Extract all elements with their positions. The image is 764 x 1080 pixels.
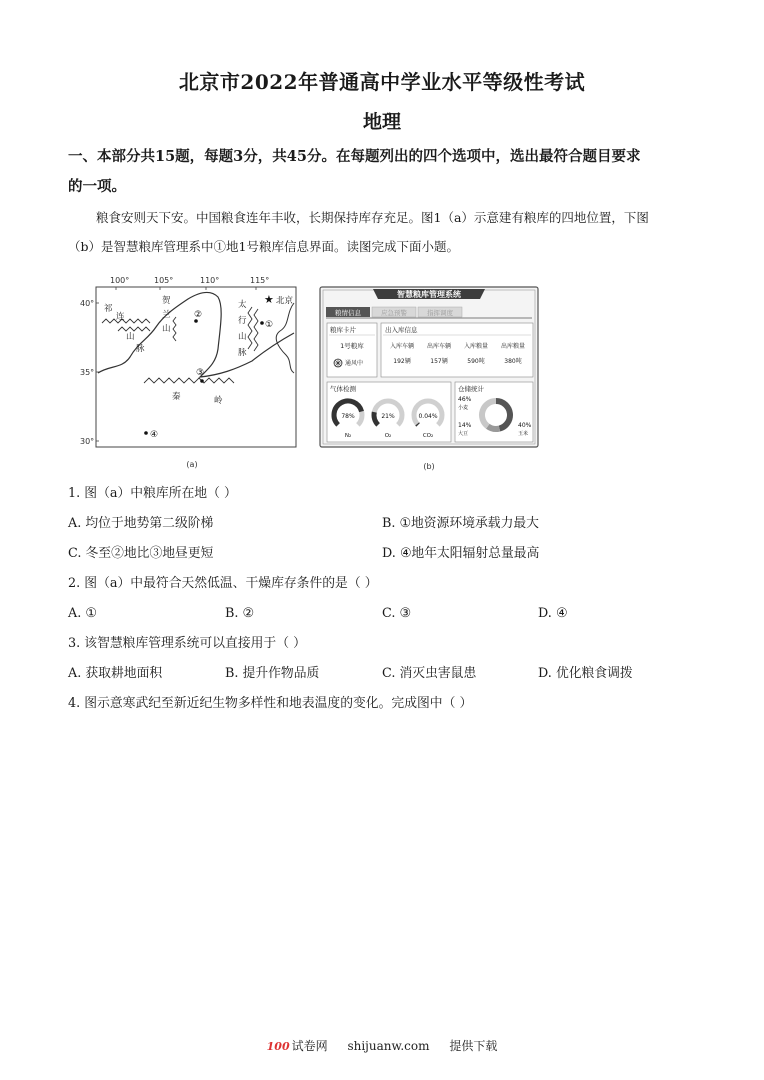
qilian-char: 祁	[104, 304, 113, 314]
io-header: 出库车辆	[426, 343, 452, 350]
helan-char: 兰	[162, 310, 171, 320]
io-header: 入库车辆	[389, 343, 415, 350]
lon-label: 110°	[200, 276, 220, 285]
storage-name-soybean: 大豆	[458, 431, 469, 437]
question-intro	[68, 203, 698, 261]
taihang-mountain-range	[248, 307, 258, 351]
qinling-mountain-range	[144, 378, 234, 383]
gauge-value-o2: 21%	[381, 413, 395, 420]
question-2-option-c[interactable]: C. ③	[382, 606, 411, 621]
site-marker-2: ②	[194, 310, 203, 320]
section-line-2: 的一项。	[68, 178, 126, 195]
section-line-1: 一、本部分共15题，每题3分，共45分。在每题列出的四个选项中，选出最符合题目要求	[68, 148, 641, 165]
site-name: 试卷网	[291, 1039, 328, 1053]
helan-label	[162, 295, 171, 334]
system-title: 智慧粮库管理系统	[397, 290, 461, 299]
site-dot	[200, 379, 204, 383]
qilian-char: 脉	[136, 344, 145, 354]
site-marker-1: ①	[265, 320, 274, 330]
lat-label: 40°	[80, 299, 95, 308]
figure-b-system-panel	[318, 285, 540, 475]
qinling-char: 秦	[172, 392, 181, 402]
site-dot	[144, 431, 148, 435]
footer-brand[interactable]	[267, 1039, 328, 1053]
question-2-stem: 2. 图（a）中最符合天然低温、干燥库存条件的是（ ）	[68, 576, 378, 591]
io-header: 入库粮量	[463, 343, 489, 350]
section-instructions	[68, 142, 698, 202]
question-3-option-a[interactable]: A. 获取耕地面积	[68, 666, 163, 681]
taihang-label	[238, 299, 247, 358]
beijing-label: 北京	[276, 296, 294, 306]
taihang-char: 脉	[238, 348, 247, 358]
question-3-option-b[interactable]: B. 提升作物品质	[225, 666, 320, 681]
io-value: 380吨	[504, 358, 522, 365]
taihang-char: 山	[238, 332, 247, 342]
helan-mountain-range	[173, 317, 176, 341]
qilian-char: 山	[126, 332, 135, 342]
storage-name-corn: 玉米	[518, 431, 529, 437]
helan-char: 贺	[162, 296, 171, 306]
gas-title: 气体检测	[330, 385, 356, 393]
question-2-option-d[interactable]: D. ④	[538, 606, 568, 621]
card-title: 粮库卡片	[330, 326, 356, 334]
figure-a-caption: (a)	[186, 460, 198, 469]
site-marker-3: ③	[196, 368, 205, 378]
footer-download-link[interactable]: 提供下载	[449, 1039, 498, 1053]
site-marker-4: ④	[150, 430, 159, 440]
beijing-star-icon: ★	[264, 293, 274, 306]
storage-pct-wheat: 46%	[458, 396, 472, 403]
intro-line-2: （b）是智慧粮库管理系中①地1号粮库信息界面。读图完成下面小题。	[68, 239, 459, 254]
qilian-mountain-range	[102, 319, 150, 331]
donut-slice-soybean	[488, 426, 500, 429]
io-value: 192辆	[393, 358, 411, 365]
question-2-option-a[interactable]: A. ①	[68, 606, 97, 621]
io-value: 590吨	[467, 358, 485, 365]
lon-label: 105°	[154, 276, 174, 285]
io-title: 出入库信息	[385, 326, 418, 334]
map-ticks	[96, 287, 256, 441]
intro-line-1: 粮食安则天下安。中国粮食连年丰收，长期保持库存充足。图1（a）示意建有粮库的四地位置，下图	[96, 210, 649, 225]
tab-emergency-alert-label: 应急预警	[381, 309, 407, 317]
tab-grain-info-label: 粮情信息	[335, 309, 361, 317]
question-1-stem: 1. 图（a）中粮库所在地（ ）	[68, 486, 237, 501]
gauge-label-o2: O₂	[384, 433, 392, 439]
question-1-option-a[interactable]: A. 均位于地势第二级阶梯	[68, 516, 214, 531]
qinling-label	[172, 391, 223, 406]
question-3-option-c[interactable]: C. 消灭虫害鼠患	[382, 666, 477, 681]
qilian-label	[104, 303, 145, 354]
lat-label: 35°	[80, 368, 95, 377]
qilian-char: 连	[116, 312, 125, 322]
page-footer	[0, 1037, 764, 1054]
question-4-stem: 4. 图示意寒武纪至新近纪生物多样性和地表温度的变化。完成图中（ ）	[68, 696, 473, 711]
question-2-option-b[interactable]: B. ②	[225, 606, 255, 621]
figure-a-map	[80, 273, 302, 473]
gauge-value-n2: 78%	[341, 413, 355, 420]
question-3-stem: 3. 该智慧粮库管理系统可以直接用于（ ）	[68, 636, 306, 651]
site-dot	[260, 321, 264, 325]
figure-b-caption: (b)	[423, 462, 435, 471]
taihang-char: 行	[238, 316, 247, 326]
io-header: 出库粮量	[500, 343, 526, 350]
storage-pct-corn: 40%	[518, 422, 532, 429]
storage-pct-soybean: 14%	[458, 422, 472, 429]
question-1-option-c[interactable]: C. 冬至②地比③地昼更短	[68, 546, 214, 561]
question-1-option-b[interactable]: B. ①地资源环境承载力最大	[382, 516, 539, 531]
qinling-char: 岭	[214, 396, 223, 406]
gauge-value-co2: 0.04%	[418, 413, 438, 420]
lat-label: 30°	[80, 437, 95, 446]
io-value: 157辆	[430, 358, 448, 365]
lon-label: 115°	[250, 276, 270, 285]
gauge-fill-co2	[417, 424, 418, 425]
lon-label: 100°	[110, 276, 130, 285]
storage-name-wheat: 小麦	[458, 405, 469, 411]
footer-domain-link[interactable]: shijuanw.com	[347, 1039, 430, 1053]
gauge-label-co2: CO₂	[422, 433, 434, 439]
site-logo: 100	[266, 1040, 290, 1053]
exam-title: 北京市2022年普通高中学业水平等级性考试	[178, 70, 586, 94]
card-status: 通风中	[345, 360, 364, 367]
storage-title: 仓储统计	[458, 385, 484, 393]
fan-blades-icon	[334, 359, 342, 367]
gauge-label-n2: N₂	[344, 433, 352, 439]
subject-title: 地理	[362, 111, 401, 133]
taihang-char: 太	[238, 300, 247, 310]
question-3-option-d[interactable]: D. 优化粮食调拨	[538, 666, 633, 681]
helan-char: 山	[162, 324, 171, 334]
card-granary-name: 1号粮库	[340, 342, 364, 350]
tab-dispatch-label: 指挥调度	[427, 309, 453, 317]
question-1-option-d[interactable]: D. ④地年太阳辐射总量最高	[382, 546, 540, 561]
